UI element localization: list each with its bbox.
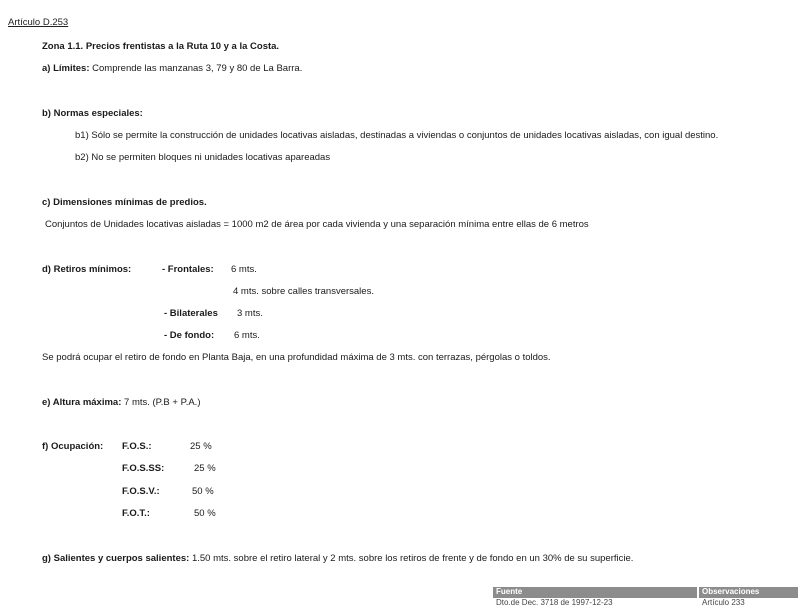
special-rule-b2: b2) No se permiten bloques ni unidades locativas apareadas [75,152,331,163]
occupation-heading: f) Ocupación: [42,441,104,452]
setback-rear-label: - De fondo: [164,330,215,341]
occupation-value: 50 % [194,508,216,519]
source-cell[interactable]: Dto.de Dec. 3718 de 1997-12-23 [493,598,698,608]
occupation-value: 25 % [190,441,212,452]
projections-text: 1.50 mts. sobre el retiro lateral y 2 mts. sobre los retiros de frente y de fondo en un 30% de su superficie. [191,553,634,564]
occupation-label: F.O.S.SS: [122,463,165,474]
observations-header: Observaciones [698,587,799,598]
setback-lateral-value: 3 mts. [237,308,263,319]
setback-lateral-label: - Bilaterales [164,308,218,319]
setback-rear-value: 6 mts. [234,330,260,341]
min-dimensions-heading: c) Dimensiones mínimas de predios. [42,197,207,208]
projections-label: g) Salientes y cuerpos salientes: [42,553,190,564]
limits-line [42,63,302,75]
zone-heading: Zona 1.1. Precios frentistas a la Ruta 10 y a la Costa. [42,41,280,52]
special-rules-heading: b) Normas especiales: [42,108,143,119]
projections-line [42,553,633,565]
occupation-value: 25 % [194,463,216,474]
setback-front-extra: 4 mts. sobre calles transversales. [233,286,374,297]
max-height-line [42,397,201,409]
setback-note: Se podrá ocupar el retiro de fondo en Planta Baja, en una profundidad máxima de 3 mts. con terrazas, pérgolas o toldos. [42,352,551,363]
article-title[interactable]: Artículo D.253 [8,17,69,28]
occupation-label: F.O.S.: [122,441,152,452]
limits-label: a) Límites: [42,63,90,74]
special-rule-b1: b1) Sólo se permite la construcción de unidades locativas aisladas, destinadas a viviendas o conjuntos de unidades locativas aisladas, con igual destino. [75,130,719,141]
setback-front-label: - Frontales: [162,264,214,275]
max-height-label: e) Altura máxima: [42,397,122,408]
min-dimensions-text: Conjuntos de Unidades locativas aisladas = 1000 m2 de área por cada vivienda y una separación mínima entre ellas de 6 metros [45,219,589,230]
setbacks-heading: d) Retiros mínimos: [42,264,132,275]
observations-cell[interactable]: Artículo 233 [698,598,799,608]
occupation-value: 50 % [192,486,214,497]
limits-text: Comprende las manzanas 3, 79 y 80 de La Barra. [92,63,303,74]
source-table-header-row [493,587,799,598]
table-row [493,598,799,608]
max-height-text: 7 mts. (P.B + P.A.) [124,397,201,408]
occupation-label: F.O.T.: [122,508,150,519]
source-header: Fuente [493,587,698,598]
source-table [493,587,800,608]
setback-front-value: 6 mts. [231,264,257,275]
occupation-label: F.O.S.V.: [122,486,160,497]
